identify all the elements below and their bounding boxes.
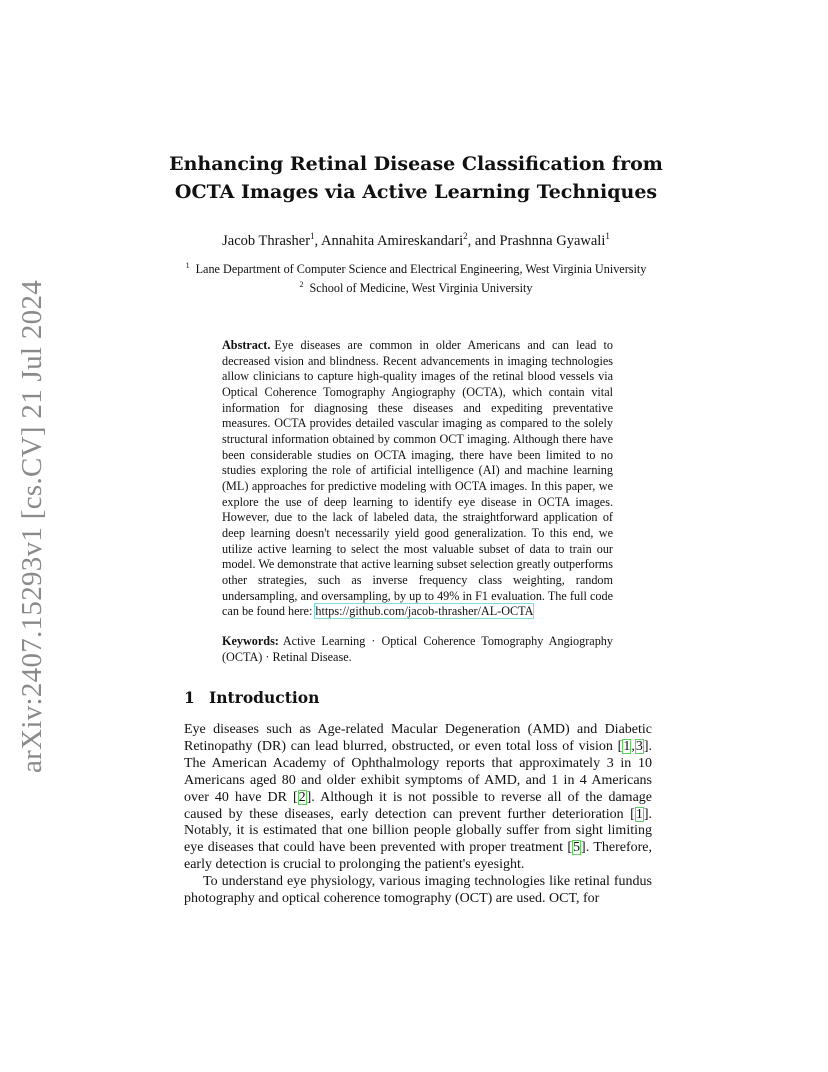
citation-link[interactable]: 5: [573, 840, 581, 856]
title-line-2: OCTA Images via Active Learning Techniques: [174, 181, 658, 203]
section-title: Introduction: [209, 688, 320, 707]
paragraph-text: ]. The American Academy of Ophthalmology reports that approximately 3 in 10 Americans aged 80 and older exhibit symptoms of AMD, and 1 in 4 Americans over 40 have DR [: [184, 738, 652, 805]
keywords-text: Active Learning · Optical Coherence Tomography Angiography (OCTA) · Retinal Disease.: [222, 634, 613, 664]
abstract-label: Abstract.: [222, 338, 271, 352]
author-affil-mark: 2: [463, 231, 468, 241]
citation-link[interactable]: 2: [298, 789, 306, 805]
affiliation-list: [150, 258, 682, 296]
code-repository-link[interactable]: https://github.com/jacob-thrasher/AL-OCTA: [315, 604, 534, 619]
body-text: [184, 722, 652, 908]
author-list: [150, 226, 682, 251]
author-name: Jacob Thrasher: [222, 232, 311, 249]
author-name: Prashnna Gyawali: [499, 232, 606, 249]
arxiv-stamp-text: arXiv:2407.15293v1 [cs.CV] 21 Jul 2024: [16, 279, 49, 773]
paragraph-text: Eye diseases such as Age-related Macular Degeneration (AMD) and Diabetic Retinopathy (DR) can lead blurred, obstructed, or even total loss of vision [: [184, 722, 652, 754]
paragraph: To understand eye physiology, various imaging technologies like retinal fundus photography and optical coherence tomography (OCT) are used. OCT, for: [184, 874, 652, 907]
affiliation-mark: 1: [185, 261, 190, 270]
affiliation-text: School of Medicine, West Virginia University: [309, 281, 533, 296]
author-name: Annahita Amireskandari: [321, 232, 464, 249]
keywords-label: Keywords:: [222, 634, 279, 648]
author-affil-mark: 1: [605, 231, 610, 241]
author-separator: ,: [314, 232, 321, 249]
paper-title: [150, 150, 682, 206]
citation-link[interactable]: 1: [635, 806, 643, 822]
affiliation-text: Lane Department of Computer Science and Electrical Engineering, West Virginia University: [195, 262, 647, 277]
citation-link[interactable]: 3: [635, 738, 643, 754]
abstract: [222, 338, 613, 620]
author-affil-mark: 1: [310, 231, 315, 241]
affiliation-mark: 2: [299, 280, 304, 290]
paragraph-text: ]. Notably, it is estimated that one billion people globally suffer from sight limiting eye diseases that could have been prevented with proper treatment [: [184, 806, 652, 856]
abstract-body: Eye diseases are common in older Americans and can lead to decreased vision and blindness. Recent advancements in imaging technologies allow clinicians to capture high-quality images of the retinal blood vessels via Optical Coherence Tomography Angiography (OCTA), which contain vital information for diagnosing these diseases and expediting preventative measures. OCTA provides detailed vascular imaging as compared to the solely structural information obtained by common OCT imaging. Although there have been considerable studies on OCTA imaging, there have been limited to no studies exploring the role of artificial intelligence (AI) and machine learning (ML) approaches for predictive modeling with OCTA images. In this paper, we explore the use of deep learning to identify eye disease in OCTA images. However, due to the lack of labeled data, the straightforward application of deep learning doesn't necessarily yield good generalization. To this end, we utilize active learning to select the most valuable subset of data to train our model. We demonstrate that active learning subset selection greatly outperforms other strategies, such as inverse frequency class weighting, random undersampling, and oversampling, by up to 49% in F1 evaluation. The full code can be found here:: [222, 338, 613, 619]
paragraph-text: ]. Therefore, early detection is crucial to prolonging the patient's eyesight.: [184, 840, 652, 873]
keywords: [222, 634, 613, 665]
paragraph: [184, 722, 652, 874]
arxiv-identifier-stamp: [10, 279, 56, 773]
affiliation-item: [150, 258, 682, 277]
paragraph-text: ,: [631, 738, 635, 754]
paragraph-text: ]. Although it is not possible to reverse all of the damage caused by these diseases, early detection can prevent further deterioration [: [184, 789, 652, 822]
author-separator: , and: [467, 232, 500, 249]
affiliation-item: [150, 277, 682, 296]
citation-link[interactable]: 1: [623, 738, 631, 754]
section-number: 1: [184, 688, 195, 707]
title-line-1: Enhancing Retinal Disease Classification from: [169, 153, 663, 175]
section-heading: [184, 688, 319, 707]
